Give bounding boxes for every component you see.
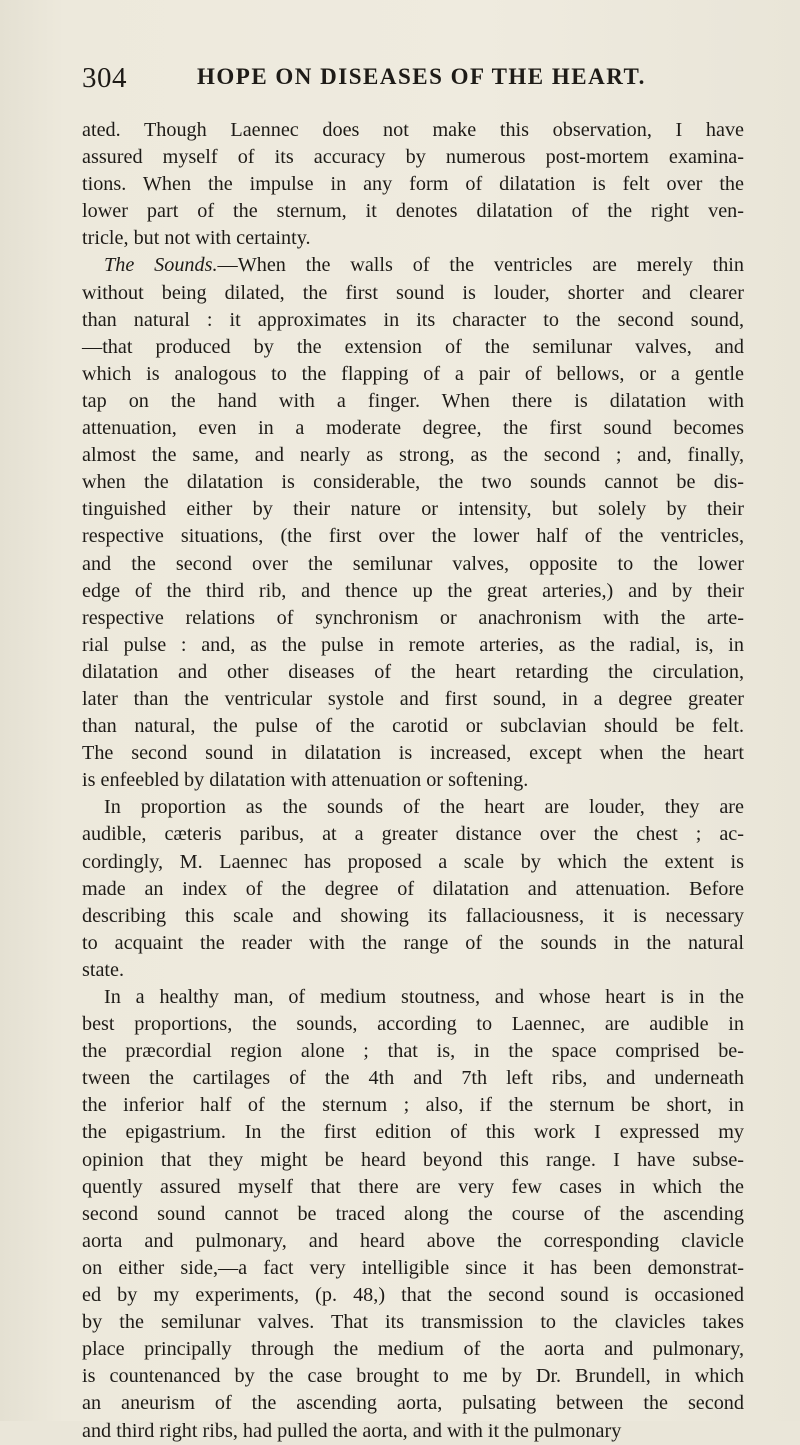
text-line [82, 551, 744, 578]
text-line [82, 740, 744, 767]
text-line [82, 903, 744, 930]
line-text: and the second over the semilunar valves, opposite to the lower [82, 552, 744, 575]
text-line [82, 659, 744, 686]
text-line [82, 198, 744, 225]
text-line [82, 496, 744, 523]
text-line [82, 1363, 744, 1390]
line-text: lower part of the sternum, it denotes dilatation of the right ven- [82, 200, 744, 223]
line-text: when the dilatation is considerable, the two sounds cannot be dis- [82, 471, 744, 494]
line-text: without being dilated, the first sound is louder, shorter and clearer [82, 281, 744, 304]
line-text: the epigastrium. In the first edition of this work I expressed my [82, 1121, 744, 1144]
section-heading: The Sounds. [104, 254, 218, 277]
text-line [82, 144, 744, 171]
text-line [82, 307, 744, 334]
line-text: by the semilunar valves. That its transmission to the clavicles takes [82, 1311, 744, 1334]
line-text: made an index of the degree of dilatation and attenuation. Before [82, 877, 744, 900]
body-text [82, 117, 744, 1445]
line-text: ed by my experiments, (p. 48,) that the second sound is occasioned [82, 1284, 744, 1307]
line-text: tions. When the impulse in any form of dilatation is felt over the [82, 173, 744, 196]
text-line [82, 1255, 744, 1282]
line-text: later than the ventricular systole and first sound, in a degree greater [82, 687, 744, 710]
line-text: respective situations, (the first over the lower half of the ventricles, [82, 525, 744, 548]
running-head: HOPE ON DISEASES OF THE HEART. [197, 64, 646, 89]
line-text: ated. Though Laennec does not make this observation, I have [82, 119, 744, 141]
line-text: tricle, but not with certainty. [82, 227, 311, 250]
text-line [82, 361, 744, 388]
text-line [82, 821, 744, 848]
line-text: The second sound in dilatation is increased, except when the heart [82, 742, 744, 765]
text-line [82, 1336, 744, 1363]
line-text: to acquaint the reader with the range of the sounds in the natural [82, 931, 744, 954]
text-line [82, 469, 744, 496]
line-text: edge of the third rib, and thence up the great arteries,) and by their [82, 579, 744, 602]
text-line [82, 1065, 744, 1092]
line-text: and third right ribs, had pulled the aorta, and with it the pulmonary [82, 1419, 622, 1442]
text-line [82, 280, 744, 307]
line-text: rial pulse : and, as the pulse in remote arteries, as the radial, is, in [82, 633, 744, 656]
line-text: state. [82, 958, 125, 981]
line-text: In a healthy man, of medium stoutness, and whose heart is in the [104, 986, 744, 1008]
line-text: than natural : it approximates in its character to the second sound, [82, 308, 744, 331]
line-text: the inferior half of the sternum ; also, if the sternum be short, in [82, 1094, 744, 1117]
line-text: cordingly, M. Laennec has proposed a scale by which the extent is [82, 850, 744, 873]
line-text: describing this scale and showing its fallaciousness, it is necessary [82, 904, 744, 927]
text-line [82, 442, 744, 469]
page-header [82, 62, 742, 102]
line-text: on either side,—a fact very intelligible since it has been demonstrat- [82, 1256, 744, 1279]
text-line [82, 578, 744, 605]
text-line [82, 1174, 744, 1201]
text-line [82, 1119, 744, 1146]
text-line [82, 1228, 744, 1255]
text-line [82, 1201, 744, 1228]
page-number: 304 [82, 62, 127, 94]
line-text: —that produced by the extension of the semilunar valves, and [82, 335, 744, 358]
line-text: place principally through the medium of the aorta and pulmonary, [82, 1338, 744, 1361]
line-text: best proportions, the sounds, according to Laennec, are audible in [82, 1013, 744, 1036]
line-text: tween the cartilages of the 4th and 7th left ribs, and underneath [82, 1067, 744, 1090]
line-text: than natural, the pulse of the carotid or subclavian should be felt. [82, 715, 744, 738]
paragraph [82, 984, 744, 1445]
text-line [82, 1092, 744, 1119]
line-text: dilatation and other diseases of the heart retarding the circulation, [82, 660, 744, 683]
line-text: an aneurism of the ascending aorta, pulsating between the second [82, 1392, 744, 1415]
line-text: aorta and pulmonary, and heard above the corresponding clavicle [82, 1229, 744, 1252]
paragraph [82, 794, 744, 984]
text-line [82, 1147, 744, 1174]
line-text: the præcordial region alone ; that is, in the space comprised be- [82, 1040, 744, 1063]
line-text: is countenanced by the case brought to me by Dr. Brundell, in which [82, 1365, 744, 1388]
line-text: assured myself of its accuracy by numerous post-mortem examina- [82, 146, 744, 169]
text-line [82, 713, 744, 740]
text-line [82, 767, 744, 794]
line-text: which is analogous to the flapping of a pair of bellows, or a gentle [82, 362, 744, 385]
line-text: quently assured myself that there are very few cases in which the [82, 1175, 744, 1198]
line-text: —When the walls of the ventricles are merely thin [217, 254, 745, 277]
line-text: almost the same, and nearly as strong, as the second ; and, finally, [82, 444, 744, 467]
text-line [82, 415, 744, 442]
line-text: In proportion as the sounds of the heart are louder, they are [104, 796, 744, 819]
text-line [82, 1390, 744, 1417]
paragraph [82, 117, 744, 252]
line-text: second sound cannot be traced along the course of the ascending [82, 1202, 744, 1225]
line-text: attenuation, even in a moderate degree, the first sound becomes [82, 417, 744, 440]
line-text: opinion that they might be heard beyond this range. I have subse- [82, 1148, 744, 1171]
text-line [82, 632, 744, 659]
line-text: tap on the hand with a finger. When there is dilatation with [82, 389, 744, 412]
text-line [82, 605, 744, 632]
text-line [82, 849, 744, 876]
text-line [82, 686, 744, 713]
text-line [82, 794, 744, 821]
line-text: tinguished either by their nature or intensity, but solely by their [82, 498, 744, 521]
line-text: respective relations of synchronism or anachronism with the arte- [82, 606, 744, 629]
text-line [82, 117, 744, 144]
text-line [82, 1011, 744, 1038]
text-line [82, 1038, 744, 1065]
text-line [82, 957, 744, 984]
text-line [82, 171, 744, 198]
text-line [82, 334, 744, 361]
line-text: is enfeebled by dilatation with attenuation or softening. [82, 769, 529, 792]
text-line [82, 930, 744, 957]
text-line [82, 225, 744, 252]
text-line [82, 984, 744, 1011]
text-line [82, 388, 744, 415]
text-line [82, 1282, 744, 1309]
text-line [82, 523, 744, 550]
text-line [82, 252, 744, 279]
text-line [82, 1309, 744, 1336]
text-line [82, 1418, 744, 1445]
text-line [82, 876, 744, 903]
paragraph [82, 252, 744, 794]
line-text: audible, cæteris paribus, at a greater distance over the chest ; ac- [82, 823, 744, 846]
